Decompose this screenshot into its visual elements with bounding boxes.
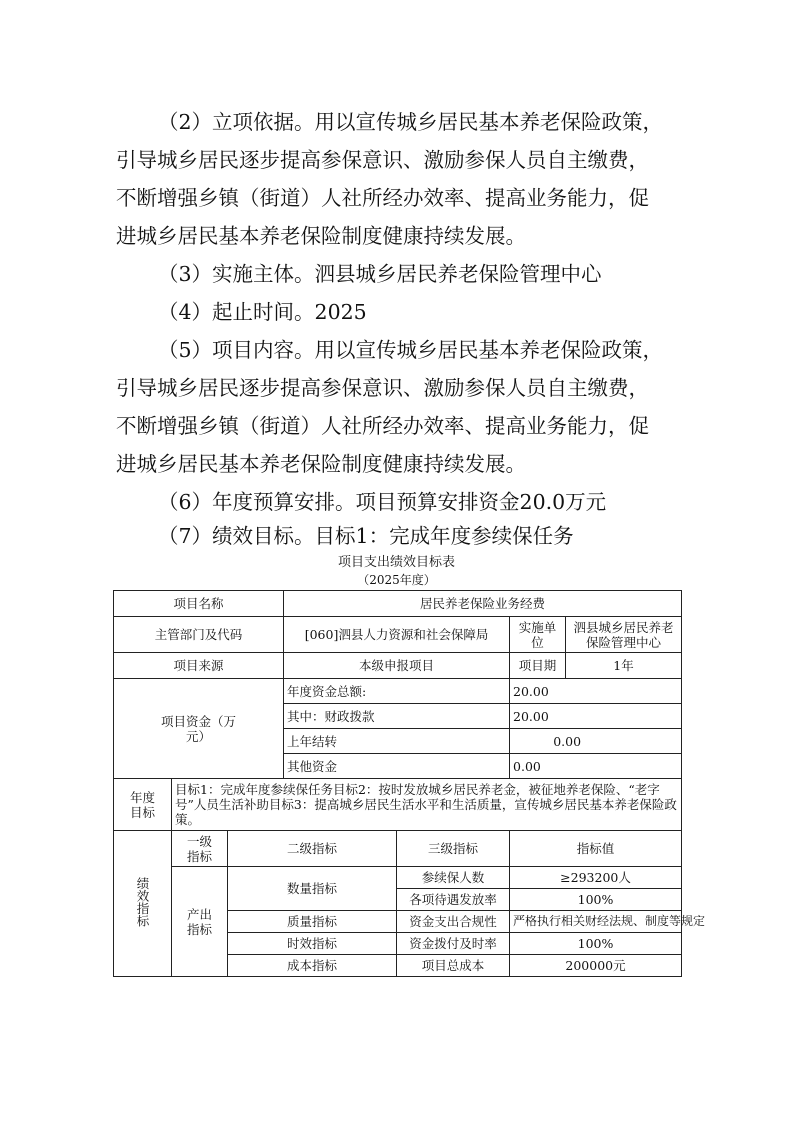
period-value: 1年 <box>566 653 682 679</box>
level2-cost: 成本指标 <box>228 955 397 977</box>
text-line: 进城乡居民基本养老保险制度健康持续发展。 <box>116 224 526 248</box>
table-row <box>114 653 682 679</box>
level2-quantity: 数量指标 <box>228 867 397 911</box>
impl-value: 泗县城乡居民养老保险管理中心 <box>566 617 682 653</box>
table-row <box>114 591 682 617</box>
funds-label: 项目资金（万元） <box>114 679 284 779</box>
funds-other-value: 0.00 <box>510 754 682 779</box>
paragraph-content <box>116 331 681 483</box>
funds-other-label: 其他资金 <box>284 754 510 779</box>
project-name-value: 居民养老保险业务经费 <box>284 591 682 617</box>
paragraph-basis <box>116 103 681 255</box>
funds-carryover-label: 上年结转 <box>284 729 510 754</box>
paragraph-subject <box>116 255 681 293</box>
paragraph-budget <box>116 483 681 521</box>
performance-table <box>113 590 706 977</box>
level3-cell: 各项待遇发放率 <box>397 889 510 911</box>
header-level2: 二级指标 <box>228 831 397 867</box>
table-row <box>114 679 682 704</box>
header-level3: 三级指标 <box>397 831 510 867</box>
funds-carryover-value: 0.00 <box>510 729 682 754</box>
funds-total-label: 年度资金总额: <box>284 679 510 704</box>
period-label: 项目期 <box>510 653 566 679</box>
text-line: 引导城乡居民逐步提高参保意识、激励参保人员自主缴费， <box>116 376 649 400</box>
impl-label: 实施单位 <box>510 617 566 653</box>
text-line: （4）起止时间。2025 <box>158 300 367 324</box>
table-row <box>114 867 682 889</box>
funds-fiscal-label: 其中：财政拨款 <box>284 704 510 729</box>
text-line: 不断增强乡镇（街道）人社所经办效率、提高业务能力，促 <box>116 186 649 210</box>
dept-value: [060]泗县人力资源和社会保障局 <box>284 617 510 653</box>
source-label: 项目来源 <box>114 653 284 679</box>
level3-cell: 项目总成本 <box>397 955 510 977</box>
table-title: 项目支出绩效目标表 <box>337 555 455 570</box>
table-row <box>114 779 682 831</box>
table-row <box>114 617 682 653</box>
text-line: 引导城乡居民逐步提高参保意识、激励参保人员自主缴费， <box>116 148 649 172</box>
text-line: （6）年度预算安排。项目预算安排资金20.0万元 <box>158 490 607 514</box>
table-row <box>114 831 682 867</box>
value-cell: 100% <box>510 933 682 955</box>
perf-label <box>114 831 172 977</box>
header-value: 指标值 <box>510 831 682 867</box>
level3-cell: 参续保人数 <box>397 867 510 889</box>
project-name-label: 项目名称 <box>114 591 284 617</box>
source-value: 本级申报项目 <box>284 653 510 679</box>
dept-label: 主管部门及代码 <box>114 617 284 653</box>
funds-total-value: 20.00 <box>510 679 682 704</box>
paragraph-period <box>116 293 681 331</box>
text-line: （2）立项依据。用以宣传城乡居民基本养老保险政策， <box>158 110 664 134</box>
value-cell: ≥293200人 <box>510 867 682 889</box>
paragraph-goal <box>116 517 681 555</box>
table-subtitle: （2025年度） <box>357 573 436 587</box>
text-line: 不断增强乡镇（街道）人社所经办效率、提高业务能力，促 <box>116 414 649 438</box>
level3-cell: 资金拨付及时率 <box>397 933 510 955</box>
level1-output: 产出指标 <box>172 867 228 977</box>
value-cell: 严格执行相关财经法规、制度等规定 <box>510 911 682 933</box>
goal-label: 年度目标 <box>114 779 172 831</box>
text-line: （7）绩效目标。目标1：完成年度参续保任务 <box>158 524 574 548</box>
funds-fiscal-value: 20.00 <box>510 704 682 729</box>
text-line: 进城乡居民基本养老保险制度健康持续发展。 <box>116 452 526 476</box>
value-cell: 100% <box>510 889 682 911</box>
goal-text: 目标1：完成年度参续保任务目标2：按时发放城乡居民养老金，被征地养老保险、“老字号”人员生活补助目标3：提高城乡居民生活水平和生活质量，宣传城乡居民基本养老保险政策。 <box>172 779 682 831</box>
level2-timeliness: 时效指标 <box>228 933 397 955</box>
text-line: （3）实施主体。泗县城乡居民养老保险管理中心 <box>158 262 602 286</box>
text-line: （5）项目内容。用以宣传城乡居民基本养老保险政策， <box>158 338 664 362</box>
level3-cell: 资金支出合规性 <box>397 911 510 933</box>
value-cell: 200000元 <box>510 955 682 977</box>
perf-label-text: 绩效指标 <box>135 877 150 927</box>
header-level1: 一级指标 <box>172 831 228 867</box>
level2-quality: 质量指标 <box>228 911 397 933</box>
